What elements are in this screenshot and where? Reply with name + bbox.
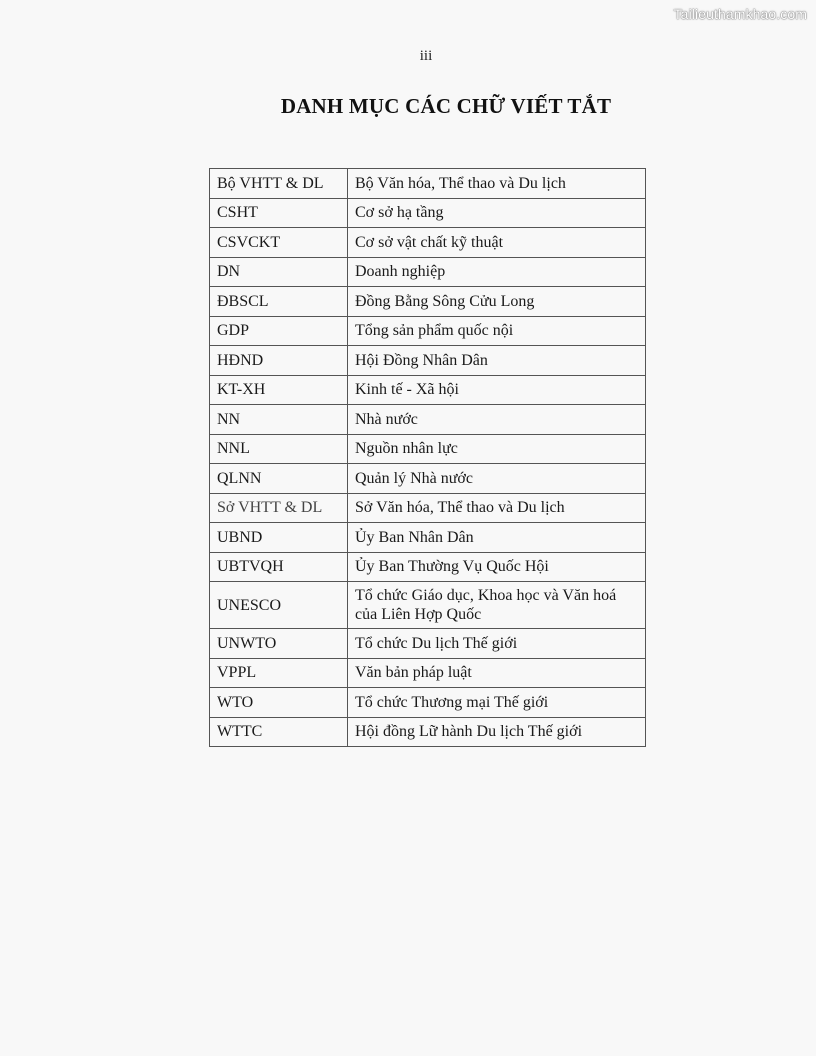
abbreviation-cell: UBND — [210, 523, 348, 553]
meaning-cell: Nhà nước — [348, 405, 646, 435]
meaning-cell: Bộ Văn hóa, Thể thao và Du lịch — [348, 169, 646, 199]
abbreviation-cell: GDP — [210, 316, 348, 346]
meaning-cell: Doanh nghiệp — [348, 257, 646, 287]
abbreviation-cell: NN — [210, 405, 348, 435]
meaning-cell: Văn bản pháp luật — [348, 658, 646, 688]
meaning-cell: Hội Đồng Nhân Dân — [348, 346, 646, 376]
meaning-cell: Tổ chức Giáo dục, Khoa học và Văn hoá của Liên Hợp Quốc — [348, 582, 646, 629]
table-row — [210, 552, 646, 582]
abbreviation-cell: Bộ VHTT & DL — [210, 169, 348, 199]
table-row — [210, 717, 646, 747]
meaning-cell: Sở Văn hóa, Thể thao và Du lịch — [348, 493, 646, 523]
abbreviation-cell: CSVCKT — [210, 228, 348, 258]
meaning-cell: Cơ sở vật chất kỹ thuật — [348, 228, 646, 258]
meaning-cell: Hội đồng Lữ hành Du lịch Thế giới — [348, 717, 646, 747]
page-number: iii — [419, 48, 433, 64]
table-row — [210, 316, 646, 346]
abbreviation-cell: UNESCO — [210, 582, 348, 629]
table-row — [210, 523, 646, 553]
meaning-cell: Đồng Bằng Sông Cửu Long — [348, 287, 646, 317]
table-row — [210, 169, 646, 199]
abbreviation-cell: ĐBSCL — [210, 287, 348, 317]
meaning-cell: Tổ chức Du lịch Thế giới — [348, 629, 646, 659]
table-row — [210, 346, 646, 376]
abbreviation-cell: QLNN — [210, 464, 348, 494]
abbreviation-cell: WTO — [210, 688, 348, 718]
table-row — [210, 629, 646, 659]
abbreviation-table — [209, 168, 646, 747]
abbreviation-cell: UBTVQH — [210, 552, 348, 582]
abbreviation-cell: Sở VHTT & DL — [210, 493, 348, 523]
table-row — [210, 375, 646, 405]
meaning-cell: Quản lý Nhà nước — [348, 464, 646, 494]
abbreviation-cell: KT-XH — [210, 375, 348, 405]
meaning-cell: Nguồn nhân lực — [348, 434, 646, 464]
abbreviation-cell: NNL — [210, 434, 348, 464]
meaning-cell: Ủy Ban Nhân Dân — [348, 523, 646, 553]
meaning-cell: Cơ sở hạ tầng — [348, 198, 646, 228]
table-row — [210, 464, 646, 494]
page-title: DANH MỤC CÁC CHỮ VIẾT TẮT — [280, 94, 612, 118]
table-row — [210, 582, 646, 629]
table-row — [210, 257, 646, 287]
table-row — [210, 198, 646, 228]
table-row — [210, 405, 646, 435]
meaning-cell: Ủy Ban Thường Vụ Quốc Hội — [348, 552, 646, 582]
table-row — [210, 287, 646, 317]
abbreviation-cell: HĐND — [210, 346, 348, 376]
meaning-cell: Tổ chức Thương mại Thế giới — [348, 688, 646, 718]
abbreviation-cell: CSHT — [210, 198, 348, 228]
table-row — [210, 434, 646, 464]
watermark: Tailieuthamkhao.com — [673, 6, 807, 22]
table-row — [210, 493, 646, 523]
abbreviation-cell: WTTC — [210, 717, 348, 747]
abbreviation-cell: DN — [210, 257, 348, 287]
meaning-cell: Kinh tế - Xã hội — [348, 375, 646, 405]
table-row — [210, 688, 646, 718]
meaning-cell: Tổng sản phẩm quốc nội — [348, 316, 646, 346]
abbreviation-cell: VPPL — [210, 658, 348, 688]
abbreviation-cell: UNWTO — [210, 629, 348, 659]
table-row — [210, 228, 646, 258]
table-row — [210, 658, 646, 688]
